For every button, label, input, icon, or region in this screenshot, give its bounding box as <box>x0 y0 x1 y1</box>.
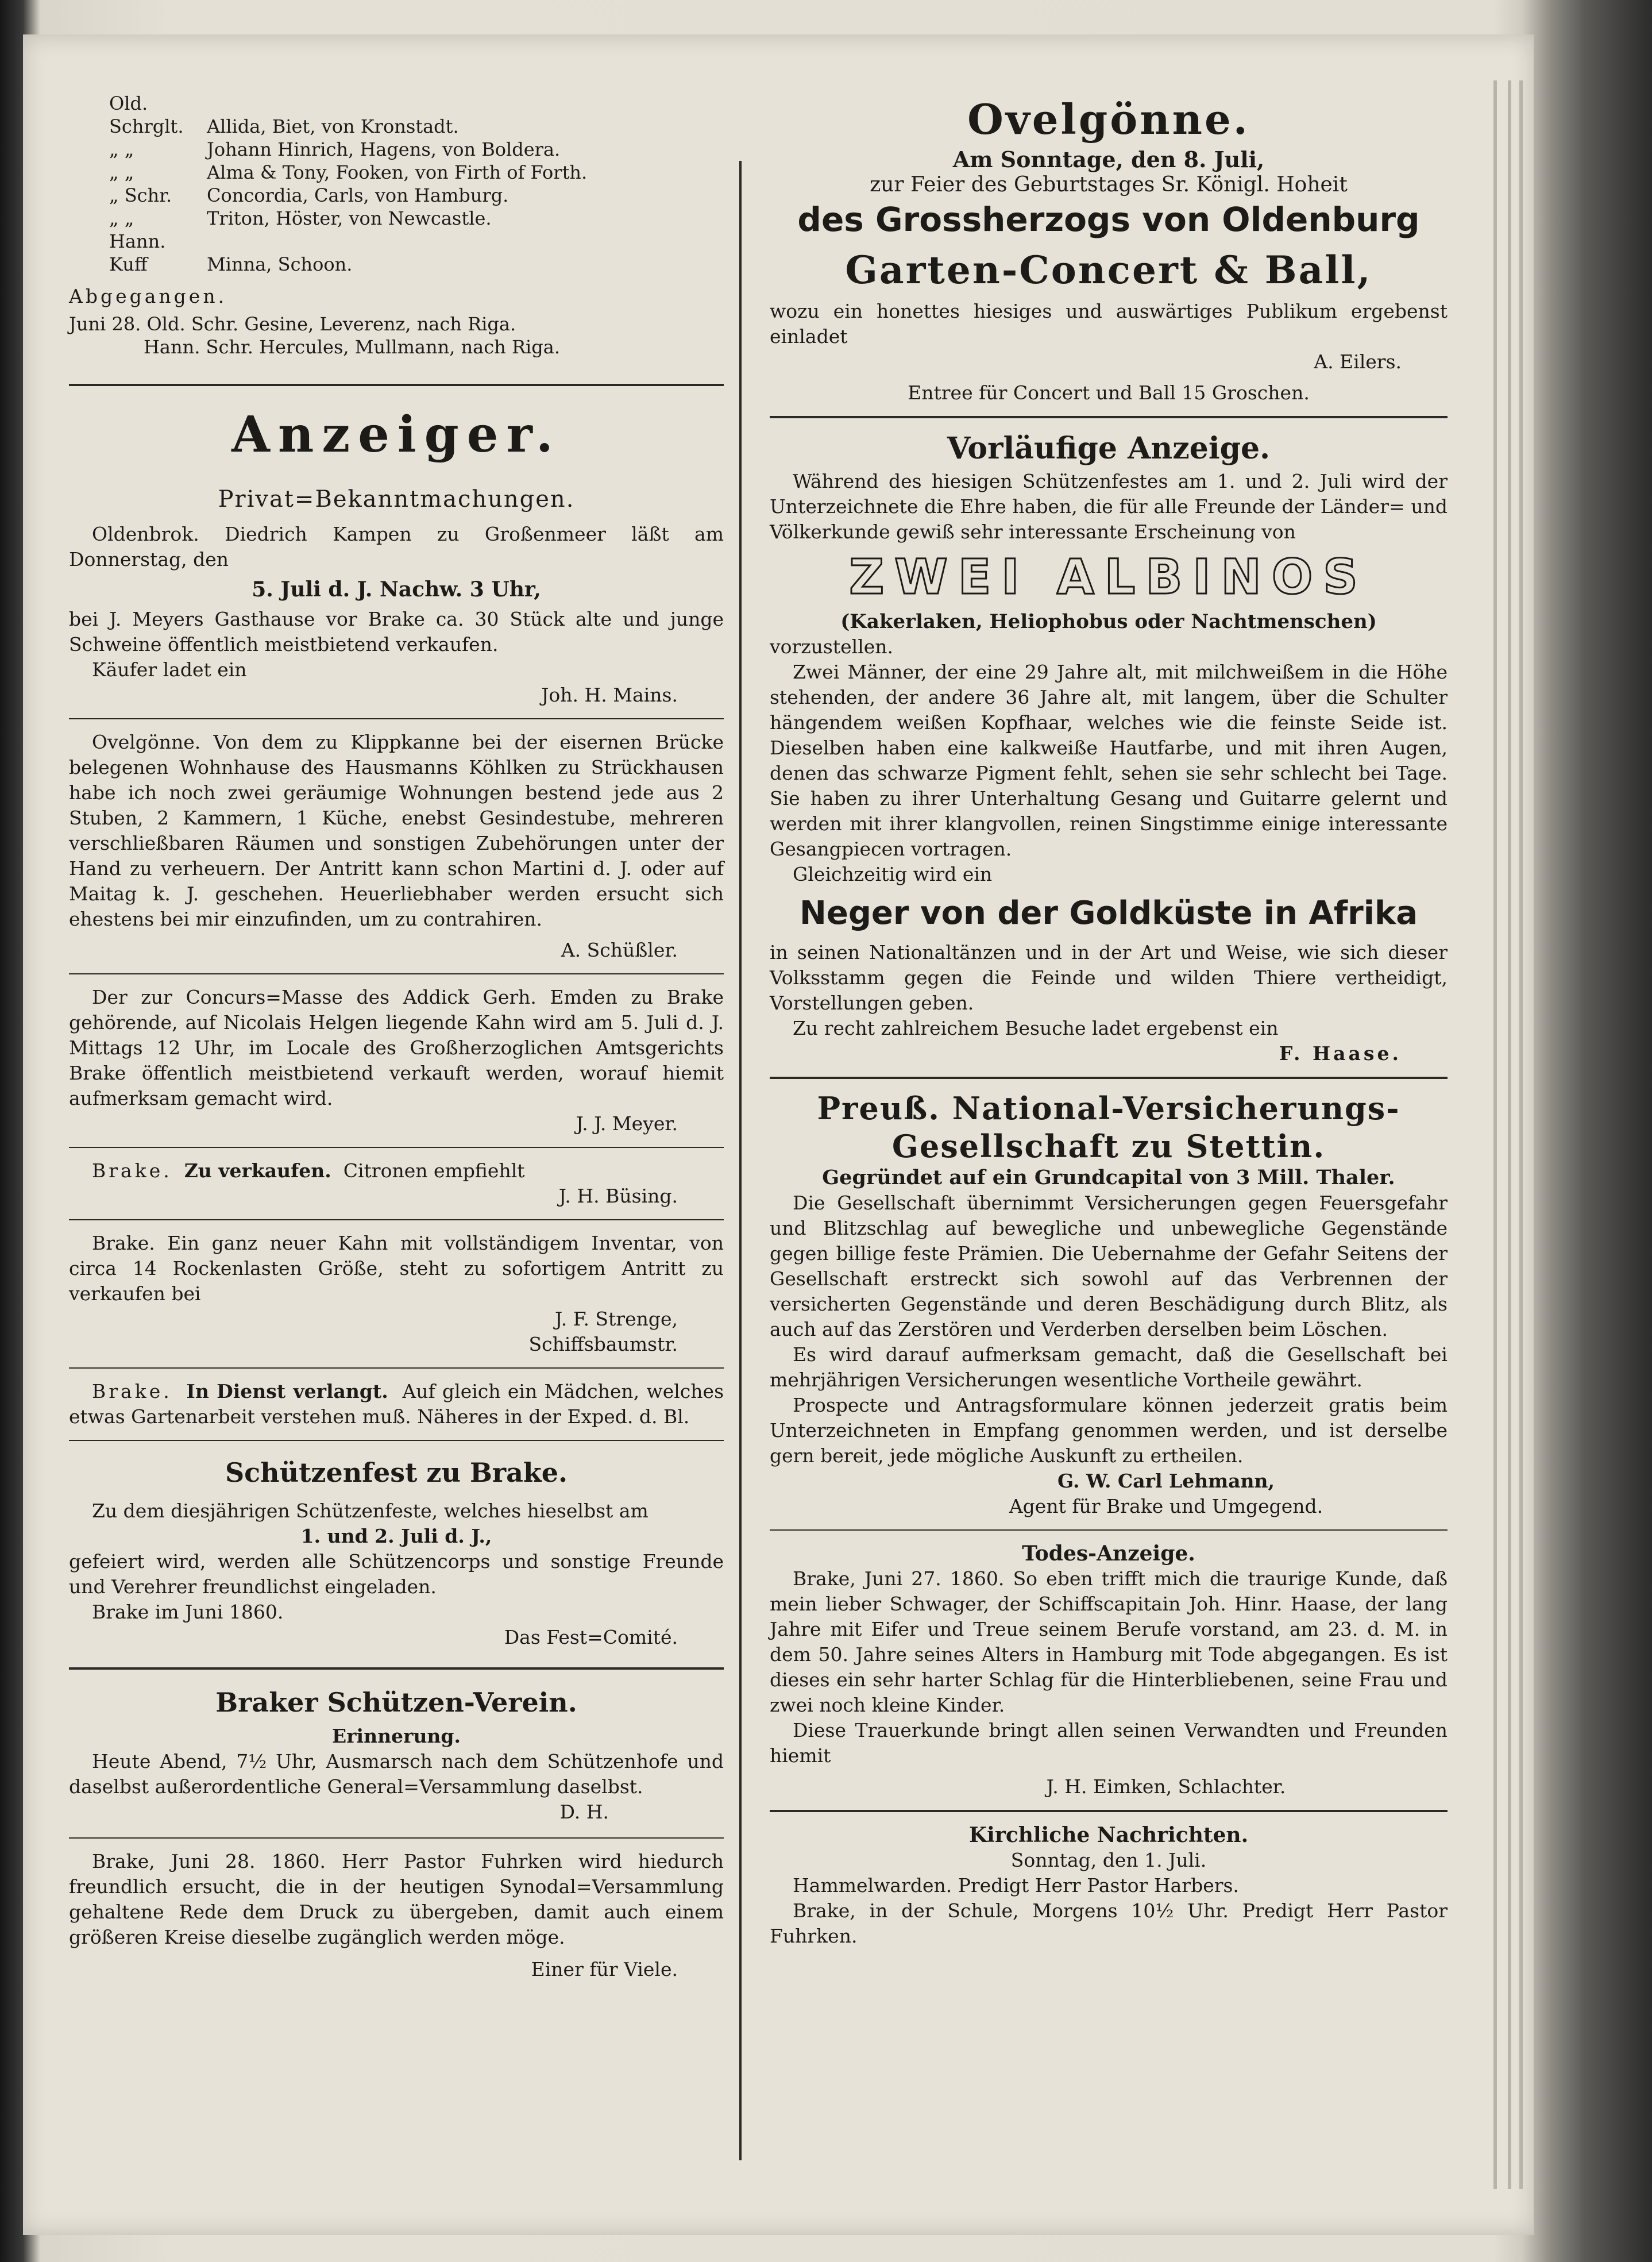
ad-rule <box>69 1667 724 1670</box>
left-column <box>69 92 724 1982</box>
insurance-sub: Gegründet auf ein Grundcapital von 3 Mill. Thaler. <box>822 1166 1395 1189</box>
ship-text: Minna, Schoon. <box>207 253 353 275</box>
ad-head: Zu verkaufen. <box>184 1159 331 1182</box>
ad-rule <box>69 1147 724 1148</box>
concert-entry: Entree für Concert und Ball 15 Groschen. <box>908 382 1310 404</box>
ad-signature: Joh. H. Mains. <box>541 684 678 706</box>
concert-event: Garten-Concert & Ball, <box>845 248 1372 292</box>
ad-signature: Das Fest=Comité. <box>504 1626 678 1648</box>
ad-signature: A. Eilers. <box>1314 350 1402 373</box>
ad-text: Brake im Juni 1860. <box>92 1601 284 1623</box>
concert-date: Am Sonntage, den 8. Juli, <box>952 147 1265 172</box>
ad-text: Brake, Juni 28. 1860. Herr Pastor Fuhrken wird hiedurch freundlich ersucht, die in der heutigen Synodal=Versammlung gehaltene Rede dem Druck zu übergeben, damit auch einem größeren Kreise dieselbe zugänglich werden möge. <box>69 1850 724 1948</box>
right-column <box>770 92 1448 1949</box>
albinos-neger: Neger von der Goldküste in Afrika <box>799 895 1418 932</box>
ad-signature: J. J. Meyer. <box>576 1112 678 1135</box>
ad-text: gefeiert wird, werden alle Schützencorps und sonstige Freunde und Verehrer freundlichst eingeladen. <box>69 1550 724 1598</box>
ad-text: Es wird darauf aufmerksam gemacht, daß die Gesellschaft bei mehrjährigen Versicherungen wesentliche Vortheile gewährt. <box>770 1343 1448 1391</box>
fest-title: Schützenfest zu Brake. <box>225 1457 568 1488</box>
ad-rule <box>69 1367 724 1369</box>
page-edge <box>1493 80 1497 2189</box>
ad-signature: D. H. <box>559 1801 609 1823</box>
ad-text: Brake, Juni 27. 1860. So eben trifft mich die traurige Kunde, daß mein lieber Schwager, der Schiffscapitain Joh. Hinr. Haase, der lang Jahre mit Eifer und Treue seinem Berufe vorstand, am 23. d. M. in dem 50. Jahre seines Alters in Hamburg mit Tode abgegangen. Es ist dieses ein sehr harter Schlag für die Hinterbliebenen, seine Frau und zwei noch kleine Kinder. <box>770 1567 1448 1716</box>
departed-entry: Hann. Schr. Hercules, Mullmann, nach Riga. <box>144 336 561 358</box>
ad-head: In Dienst verlangt. <box>186 1380 388 1402</box>
ship-prefix: „ „ <box>109 161 134 183</box>
ad-text: vorzustellen. <box>770 635 894 658</box>
private-heading: Privat=Bekanntmachungen. <box>218 486 575 512</box>
ad-citronen <box>69 1158 724 1209</box>
ship-entry <box>109 207 724 230</box>
ad-schuetzenverein <box>69 1685 724 1825</box>
ad-signature: Einer für Viele. <box>531 1958 678 1980</box>
ship-entry <box>109 230 724 276</box>
section-rule <box>770 1077 1448 1079</box>
ad-signature: G. W. Carl Lehmann, <box>1057 1470 1275 1492</box>
albinos-title: Vorläufige Anzeige. <box>947 431 1271 466</box>
section-rule <box>770 416 1448 418</box>
ship-text: Allida, Biet, von Kronstadt. <box>207 115 459 137</box>
ship-entry <box>109 184 724 207</box>
ship-entry <box>109 161 724 184</box>
ad-date: 5. Juli d. J. Nachw. 3 Uhr, <box>252 577 541 602</box>
concert-duke: des Grossherzogs von Oldenburg <box>797 200 1420 239</box>
ad-text: wozu ein honettes hiesiges und auswärtiges Publikum ergebenst einladet <box>770 300 1448 348</box>
ad-signature: Agent für Brake und Umgegend. <box>1009 1495 1323 1517</box>
ad-signature: J. F. Strenge, <box>555 1308 678 1330</box>
ship-prefix: „ „ <box>109 207 134 229</box>
church-title: Kirchliche Nachrichten. <box>968 1823 1249 1847</box>
ad-signature: J. H. Büsing. <box>558 1185 678 1207</box>
ad-rule <box>69 1837 724 1839</box>
ad-signature: J. H. Eimken, Schlachter. <box>1046 1775 1286 1798</box>
ad-rule <box>69 973 724 974</box>
ad-signature: A. Schüßler. <box>561 939 678 961</box>
ship-text: Alma & Tony, Fooken, von Firth of Forth. <box>207 161 588 183</box>
ship-prefix: Hann. Kuff <box>109 230 166 275</box>
church-date: Sonntag, den 1. Juli. <box>1010 1849 1207 1871</box>
ship-prefix: „ Schr. <box>109 184 172 206</box>
ad-place: Brake. <box>92 1159 172 1182</box>
ad-signature: F. Haase. <box>1279 1042 1402 1065</box>
ad-dienst <box>69 1379 724 1429</box>
ad-text: Zu dem diesjährigen Schützenfeste, welches hieselbst am <box>92 1500 649 1522</box>
ad-oldenbrok <box>69 522 724 708</box>
page-edge <box>1508 80 1511 2189</box>
ad-text: Prospecte und Antragsformulare können jederzeit gratis beim Unterzeichneten in Empfang genommen werden, und ist derselbe gern bereit, jede mögliche Auskunft zu ertheilen. <box>770 1394 1448 1467</box>
newspaper-page <box>23 34 1534 2235</box>
ad-text: Ovelgönne. Von dem zu Klippkanne bei der eisernen Brücke belegenen Wohnhause des Hausmanns Köhlken zu Strückhausen habe ich noch zwei geräumige Wohnungen bestend jede aus 2 Stuben, 2 Kammern, 1 Küche, enebst Gesindestube, mehreren verschließbaren Räumen und sonstigen Zubehörungen unter der Hand zu verheuern. Der Antritt kann schon Martini d. J. oder auf Maitag k. J. geschehen. Heuerliebhaber werden ersucht sich ehestens bei mir einzufinden, um zu contrahiren. <box>69 731 724 930</box>
ad-rule <box>69 718 724 719</box>
concert-occasion: zur Feier des Geburtstages Sr. Königl. Hoheit <box>870 173 1348 196</box>
ad-insurance <box>770 1089 1448 1519</box>
albinos-sub: (Kakerlaken, Heliophobus oder Nachtmenschen) <box>840 610 1377 633</box>
ad-concurs-kahn <box>69 985 724 1136</box>
ad-text: Heute Abend, 7½ Uhr, Ausmarsch nach dem Schützenhofe und daselbst außerordentliche General=Versammlung daselbst. <box>69 1750 724 1798</box>
ship-prefix: „ „ <box>109 138 134 160</box>
section-rule <box>770 1529 1448 1531</box>
ad-text: Auf gleich ein Mädchen, welches etwas Gartenarbeit verstehen muß. Näheres in der Exped. d. Bl. <box>69 1380 724 1428</box>
ad-text: Oldenbrok. Diedrich Kampen zu Großenmeer läßt am Donnerstag, den <box>69 523 724 571</box>
death-title: Todes-Anzeige. <box>1022 1542 1195 1566</box>
church-line: Brake, in der Schule, Morgens 10½ Uhr. Predigt Herr Pastor Fuhrken. <box>770 1899 1448 1947</box>
ship-entry <box>109 92 724 138</box>
ship-prefix: Old. Schrglt. <box>109 93 184 137</box>
ad-text: Zu recht zahlreichem Besuche ladet ergebenst ein <box>793 1017 1279 1039</box>
ad-text: Zwei Männer, der eine 29 Jahre alt, mit milchweißem in die Höhe stehenden, der andere 36 Jahre alt, mit langem, über die Schulter hängendem weißen Kopfhaar, welches wie die feinste Seide ist. Dieselben haben eine kalkweiße Hautfarbe, und mit ihren Augen, denen das schwarze Pigment fehlt, sehen sie sehr schlecht bei Tage. Sie haben zu ihrer Unterhaltung Gesang und Guitarre gelernt und werden mit ihrer klangvollen, reinen Singstimme einige interessante Gesangpiecen vortragen. <box>770 661 1448 860</box>
ad-text: bei J. Meyers Gasthause vor Brake ca. 30 Stück alte und junge Schweine öffentlich meistbietend verkaufen. <box>69 608 724 656</box>
fest-dates: 1. und 2. Juli d. J., <box>300 1525 492 1547</box>
church-line: Hammelwarden. Predigt Herr Pastor Harbers. <box>793 1874 1239 1897</box>
ad-concert <box>770 92 1448 406</box>
ad-pastor <box>69 1849 724 1982</box>
albinos-big: ZWEI ALBINOS <box>849 549 1368 605</box>
ad-place: Brake. <box>92 1380 172 1402</box>
departed-entry: Juni 28. Old. Schr. Gesine, Leverenz, nach Riga. <box>69 313 516 335</box>
ship-entry <box>109 138 724 161</box>
ad-neuer-kahn <box>69 1231 724 1357</box>
verein-title: Braker Schützen-Verein. <box>215 1687 577 1718</box>
church-news <box>770 1822 1448 1949</box>
ad-text: Die Gesellschaft übernimmt Versicherungen gegen Feuersgefahr und Blitzschlag auf bewegliche und unbewegliche Gegenstände gegen billige feste Prämien. Die Uebernahme der Gefahr Seitens der Gesellschaft erstreckt sich sowohl auf das Verbrennen der versicherten Gegenstände und deren Beschädigung durch Blitz, als auch auf das Zerstören und Verderben derselben beim Löschen. <box>770 1192 1448 1340</box>
ad-rule <box>69 1440 724 1441</box>
ad-text: Citronen empfiehlt <box>343 1159 525 1182</box>
column-divider <box>739 161 742 2160</box>
ad-text: Diese Trauerkunde bringt allen seinen Verwandten und Freunden hiemit <box>770 1719 1448 1767</box>
ad-rule <box>69 1219 724 1220</box>
insurance-title: Gesellschaft zu Stettin. <box>891 1128 1326 1165</box>
ad-text: Der zur Concurs=Masse des Addick Gerh. Emden zu Brake gehörende, auf Nicolais Helgen liegende Kahn wird am 5. Juli d. J. Mittags 12 Uhr, im Locale des Großherzoglichen Amtsgerichts Brake öffentlich meistbietend verkauft werden, worauf hiemit aufmerksam gemacht wird. <box>69 986 724 1109</box>
ad-signature: Schiffsbaumstr. <box>528 1333 678 1355</box>
insurance-title: Preuß. National-Versicherungs- <box>817 1090 1400 1127</box>
departed-heading: Abgegangen. <box>69 285 227 307</box>
section-rule <box>69 384 724 386</box>
ad-text: in seinen Nationaltänzen und in der Art und Weise, wie sich dieser Volksstamm gegen die Feinde und wilden Thiere vertheidigt, Vorstellungen geben. <box>770 941 1448 1014</box>
ad-death <box>770 1541 1448 1799</box>
ad-text: Gleichzeitig wird ein <box>793 863 993 885</box>
section-rule <box>770 1810 1448 1812</box>
ad-albinos <box>770 429 1448 1066</box>
ad-schuetzenfest <box>69 1455 724 1650</box>
ad-text: Während des hiesigen Schützenfestes am 1. und 2. Juli wird der Unterzeichnete die Ehre haben, die für alle Freunde der Länder= und Völkerkunde gewiß sehr interessante Erscheinung von <box>770 470 1448 543</box>
ship-text: Concordia, Carls, von Hamburg. <box>207 184 509 206</box>
ad-ovelgoenne-rooms <box>69 730 724 963</box>
concert-place: Ovelgönne. <box>967 95 1250 144</box>
page-edge <box>1519 80 1523 2189</box>
ad-text: Käufer ladet ein <box>92 658 247 681</box>
arrived-ships <box>69 92 724 276</box>
ship-text: Johann Hinrich, Hagens, von Boldera. <box>207 138 561 160</box>
anzeiger-title: Anzeiger. <box>231 406 561 464</box>
verein-sub: Erinnerung. <box>332 1725 461 1747</box>
ad-text: Brake. Ein ganz neuer Kahn mit vollständigem Inventar, von circa 14 Rockenlasten Größe, steht zu sofortigem Antritt zu verkaufen bei <box>69 1232 724 1305</box>
ship-text: Triton, Höster, von Newcastle. <box>207 207 492 229</box>
